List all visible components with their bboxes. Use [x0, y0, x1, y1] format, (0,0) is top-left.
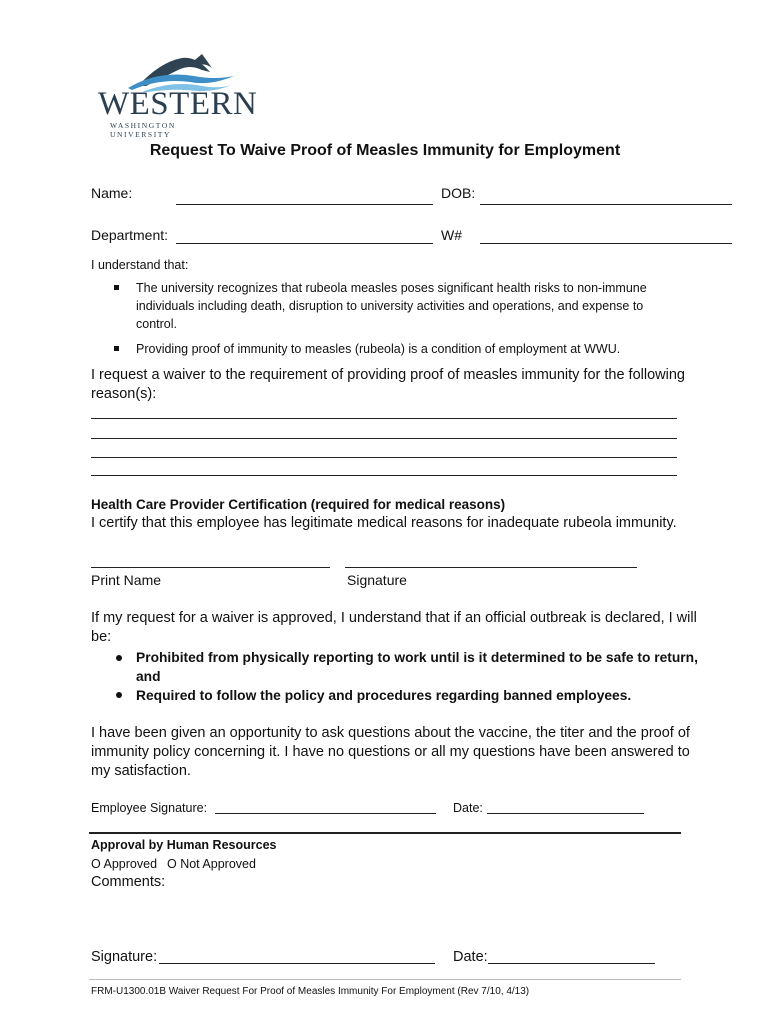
- consent-line-1: I have been given an opportunity to ask questions about the vaccine, the titer and the proof of: [91, 725, 690, 741]
- hcp-signature-label: Signature: [347, 572, 407, 588]
- understand-bullet-1-line-1: The university recognizes that rubeola measles poses significant health risks to non-immune: [136, 281, 647, 295]
- university-logo: [98, 52, 258, 139]
- outbreak-bullet-1-line-1: Prohibited from physically reporting to work until is it determined to be safe to return,: [136, 650, 698, 665]
- employee-date-field[interactable]: [487, 813, 644, 814]
- employee-signature-label: Employee Signature:: [91, 801, 208, 815]
- consent-line-2: immunity policy concerning it. I have no questions or all my questions have been answered to: [91, 744, 690, 760]
- request-line-1: I request a waiver to the requirement of providing proof of measles immunity for the following: [91, 367, 685, 383]
- department-label: Department:: [91, 227, 169, 243]
- approved-option[interactable]: O Approved: [91, 857, 158, 871]
- hcp-heading: Health Care Provider Certification (required for medical reasons): [91, 497, 506, 512]
- square-bullet-icon: [114, 346, 119, 351]
- reason-line-1[interactable]: [91, 418, 677, 419]
- w-number-label: W#: [441, 227, 462, 243]
- understand-bullet-2: Providing proof of immunity to measles (rubeola) is a condition of employment at WWU.: [136, 342, 621, 356]
- name-field[interactable]: [176, 204, 433, 205]
- dob-field[interactable]: [480, 204, 732, 205]
- square-bullet-icon: [114, 285, 119, 290]
- reason-line-2[interactable]: [91, 438, 677, 439]
- divider: [89, 832, 681, 834]
- reason-line-4[interactable]: [91, 475, 677, 476]
- consent-line-3: my satisfaction.: [91, 763, 191, 779]
- reason-line-3[interactable]: [91, 457, 677, 458]
- employee-signature-field[interactable]: [215, 813, 436, 814]
- final-signature-label: Signature:: [91, 949, 158, 965]
- outbreak-bullet-1-line-2: and: [136, 669, 161, 684]
- understand-bullet-1-line-2: individuals including death, disruption to university activities and operations, and expense to: [136, 299, 644, 313]
- w-number-field[interactable]: [480, 243, 732, 244]
- hcp-signature-field[interactable]: [345, 567, 637, 568]
- round-bullet-icon: [116, 655, 122, 661]
- hr-heading: Approval by Human Resources: [91, 838, 277, 852]
- final-date-label: Date:: [453, 949, 488, 965]
- footer-form-id: FRM-U1300.01B Waiver Request For Proof of Measles Immunity For Employment (Rev 7/10, 4/13): [91, 986, 530, 997]
- employee-date-label: Date:: [453, 801, 483, 815]
- round-bullet-icon: [116, 692, 122, 698]
- logo-subtitle: WASHINGTON UNIVERSITY: [110, 121, 176, 139]
- footer-divider: [89, 979, 681, 980]
- final-signature-field[interactable]: [159, 963, 435, 964]
- final-date-field[interactable]: [488, 963, 655, 964]
- understand-bullet-1-line-3: control.: [136, 317, 177, 331]
- comments-label: Comments:: [91, 874, 166, 890]
- print-name-field[interactable]: [91, 567, 330, 568]
- hcp-text: I certify that this employee has legitimate medical reasons for inadequate rubeola immunity.: [91, 515, 677, 531]
- understand-intro: I understand that:: [91, 258, 189, 272]
- name-label: Name:: [91, 185, 133, 201]
- outbreak-line-2: be:: [91, 629, 112, 645]
- logo-wordmark: WESTERN: [98, 86, 258, 122]
- outbreak-bullet-2: Required to follow the policy and procedures regarding banned employees.: [136, 688, 632, 703]
- request-line-2: reason(s):: [91, 386, 157, 402]
- page-title: Request To Waive Proof of Measles Immunity for Employment: [149, 142, 621, 159]
- department-field[interactable]: [176, 243, 433, 244]
- dob-label: DOB:: [441, 185, 476, 201]
- not-approved-option[interactable]: O Not Approved: [167, 857, 256, 871]
- print-name-label: Print Name: [91, 572, 162, 588]
- outbreak-line-1: If my request for a waiver is approved, I understand that if an official outbreak is declared, I will: [91, 610, 697, 626]
